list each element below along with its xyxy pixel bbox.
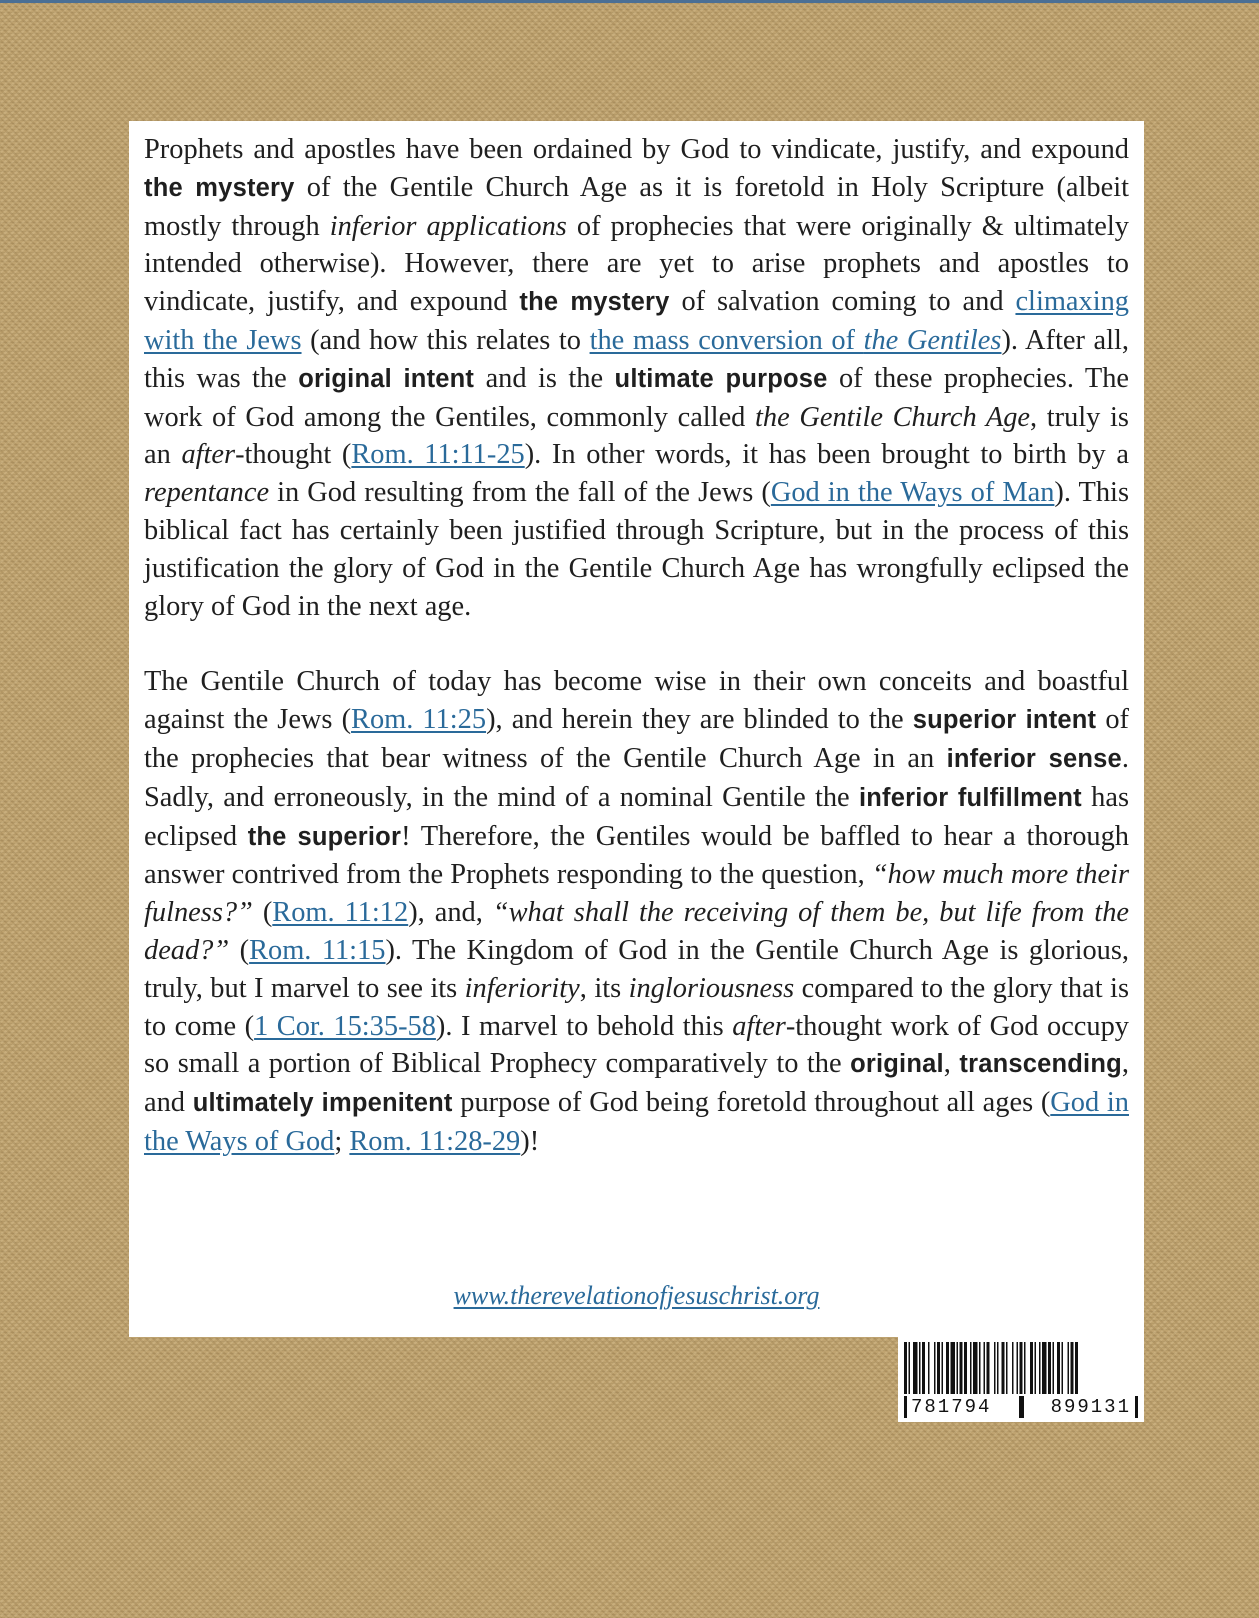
barcode-bar xyxy=(1012,1342,1014,1394)
text: of these prophecies. The work of God among the Gentiles, commonly called xyxy=(144,362,1130,433)
barcode-bar xyxy=(1030,1342,1033,1394)
text: , its xyxy=(579,972,629,1004)
website-footer xyxy=(129,1281,1144,1311)
text: has eclipsed xyxy=(144,781,1129,852)
italic-text: after xyxy=(181,439,236,471)
barcode-bar xyxy=(1075,1342,1078,1394)
bold-text: ultimate purpose xyxy=(614,364,828,393)
text: ( xyxy=(229,934,250,966)
barcode-bar xyxy=(970,1342,972,1394)
barcode-bar xyxy=(1017,1342,1019,1394)
barcode-bar xyxy=(1068,1342,1070,1394)
link-climaxing-with-the-jews[interactable]: climaxing with the Jews xyxy=(144,286,1129,356)
bold-text: original xyxy=(850,1050,944,1079)
text: ), and herein they are blinded to the xyxy=(486,704,913,736)
barcode-bar xyxy=(913,1342,918,1394)
italic-text: ingloriousness xyxy=(628,972,795,1004)
text: )! xyxy=(520,1125,540,1157)
text: Prophets and apostles have been ordained by God to vindicate, justify, and expound xyxy=(144,134,1129,165)
barcode-bar xyxy=(942,1342,944,1394)
barcode-bar xyxy=(1053,1342,1055,1394)
text: ! Therefore, the Gentiles would be baffled to hear a thorough answer contrived from the Prophets responding to the question, xyxy=(144,820,1129,891)
italic-quote: “what shall the receiving of them be, but life from the dead?” xyxy=(144,897,1129,966)
bold-text: original intent xyxy=(298,364,475,393)
barcode-bar xyxy=(1024,1342,1026,1394)
text: and is the xyxy=(474,362,615,394)
text: of salvation coming to and xyxy=(669,286,1016,318)
barcode-bar xyxy=(904,1342,907,1394)
barcode-bar xyxy=(1039,1342,1041,1394)
top-border xyxy=(0,0,1259,3)
barcode-bar xyxy=(1071,1342,1074,1394)
barcode-guard xyxy=(1019,1396,1024,1418)
italic-text: repentance xyxy=(144,477,270,509)
barcode-digits xyxy=(904,1396,1138,1418)
website-link[interactable]: www.therevelationofjesuschrist.org xyxy=(453,1281,820,1310)
barcode-bar xyxy=(951,1342,956,1394)
text: ), and, xyxy=(408,897,493,929)
bold-text: inferior fulfillment xyxy=(858,783,1082,812)
text: ; xyxy=(334,1125,350,1157)
text: ). In other words, it has been brought to birth by a xyxy=(524,439,1129,471)
barcode-bar xyxy=(994,1342,996,1394)
text: purpose of God being foretold throughout all ages ( xyxy=(452,1087,1051,1119)
barcode-bar xyxy=(1057,1342,1060,1394)
bold-text: superior intent xyxy=(912,706,1097,735)
paragraph-1 xyxy=(144,131,1129,625)
link-rom-11-15[interactable]: Rom. 11:15 xyxy=(249,934,386,966)
barcode-bar xyxy=(1048,1342,1051,1394)
barcode-bar xyxy=(1002,1342,1005,1394)
barcode-bar xyxy=(1062,1342,1064,1394)
barcode-digits-right: 899131 xyxy=(1050,1396,1131,1418)
italic-quote: “how much more their fulness?” xyxy=(144,859,1129,929)
barcode-bar xyxy=(997,1342,999,1394)
italic-text: inferior applications xyxy=(329,210,567,242)
text: -thought ( xyxy=(235,439,352,471)
text: ). I marvel to behold this xyxy=(435,1010,733,1042)
text: -thought work of God occupy so small a portion of Biblical Prophecy comparatively to the xyxy=(144,1010,1129,1080)
barcode-bar xyxy=(960,1342,963,1394)
text: , xyxy=(943,1048,960,1080)
paragraph-2 xyxy=(144,663,1129,1160)
bold-text: transcending xyxy=(959,1050,1122,1079)
barcode-bar xyxy=(946,1342,949,1394)
link-1-cor-15-35-58[interactable]: 1 Cor. 15:35-58 xyxy=(254,1010,436,1042)
text: ( xyxy=(252,897,273,929)
link-god-in-the-ways-of-god[interactable]: God in the Ways of God xyxy=(144,1087,1129,1157)
text: The Gentile Church of today has become wise in their own conceits and boastful against the Jews ( xyxy=(144,666,1129,736)
barcode-bar xyxy=(934,1342,936,1394)
barcode-digits-left: 781794 xyxy=(911,1396,992,1418)
barcode-bar xyxy=(984,1342,986,1394)
link-god-in-the-ways-of-man[interactable]: God in the Ways of Man xyxy=(770,477,1055,509)
text: of prophecies that were originally & ultimately intended otherwise). However, there are yet to arise prophets and apostles to vindicate, justify, and expound xyxy=(144,210,1129,318)
text: compared to the glory that is to come ( xyxy=(144,972,1129,1042)
text: . Sadly, and erroneously, in the mind of a nominal Gentile the xyxy=(144,742,1129,813)
link-text: the mass conversion of xyxy=(589,324,864,356)
link-rom-11-28-29[interactable]: Rom. 11:28-29 xyxy=(349,1125,521,1157)
link-text-italic: the Gentiles xyxy=(863,324,1002,356)
bold-text: inferior sense xyxy=(946,744,1122,773)
barcode-bar xyxy=(928,1342,930,1394)
text: ). The Kingdom of God in the Gentile Church Age is glorious, truly, but I marvel to see its xyxy=(144,934,1129,1004)
text: (and how this relates to xyxy=(301,324,590,356)
barcode-bar xyxy=(973,1342,978,1394)
text: in God resulting from the fall of the Jews ( xyxy=(269,477,771,509)
barcode-bar xyxy=(1020,1342,1023,1394)
link-mass-conversion-of-the-gentiles[interactable] xyxy=(590,325,1002,356)
barcode-bar xyxy=(922,1342,925,1394)
barcode-bar xyxy=(957,1342,959,1394)
barcode-bar xyxy=(1042,1342,1047,1394)
barcode-bar xyxy=(987,1342,990,1394)
text: of the prophecies that bear witness of the Gentile Church Age in an xyxy=(144,704,1129,774)
italic-text: the Gentile Church Age xyxy=(755,401,1030,433)
italic-text: inferiority xyxy=(464,972,580,1004)
text: , and xyxy=(144,1048,1129,1119)
barcode-bar xyxy=(1006,1342,1008,1394)
link-rom-11-12[interactable]: Rom. 11:12 xyxy=(272,897,409,929)
barcode-bar xyxy=(937,1342,940,1394)
barcode-bar xyxy=(919,1342,921,1394)
italic-text: after xyxy=(732,1010,786,1042)
back-cover-text-panel xyxy=(129,121,1144,1337)
text: , truly is an xyxy=(144,401,1129,471)
barcode-bar xyxy=(964,1342,967,1394)
barcode-bar xyxy=(979,1342,981,1394)
link-rom-11-11-25[interactable]: Rom. 11:11-25 xyxy=(351,439,525,471)
bold-text: ultimately impenitent xyxy=(192,1089,453,1118)
barcode-bar xyxy=(909,1342,911,1394)
bold-text: the mystery xyxy=(144,173,295,202)
text: ). After all, this was the xyxy=(144,324,1129,394)
barcode xyxy=(898,1336,1144,1422)
bold-text: the superior xyxy=(247,822,402,851)
link-rom-11-25[interactable]: Rom. 11:25 xyxy=(351,704,487,736)
barcode-bar xyxy=(1035,1342,1037,1394)
text: of the Gentile Church Age as it is foretold in Holy Scripture (albeit mostly through xyxy=(144,171,1129,242)
barcode-bars xyxy=(904,1342,1138,1394)
bold-text: the mystery xyxy=(519,288,670,317)
text: ). This biblical fact has certainly been justified through Scripture, but in the process of this justification the glory of God in the Gentile Church Age has wrongfully eclipsed the glory of God in the next age. xyxy=(144,477,1129,622)
